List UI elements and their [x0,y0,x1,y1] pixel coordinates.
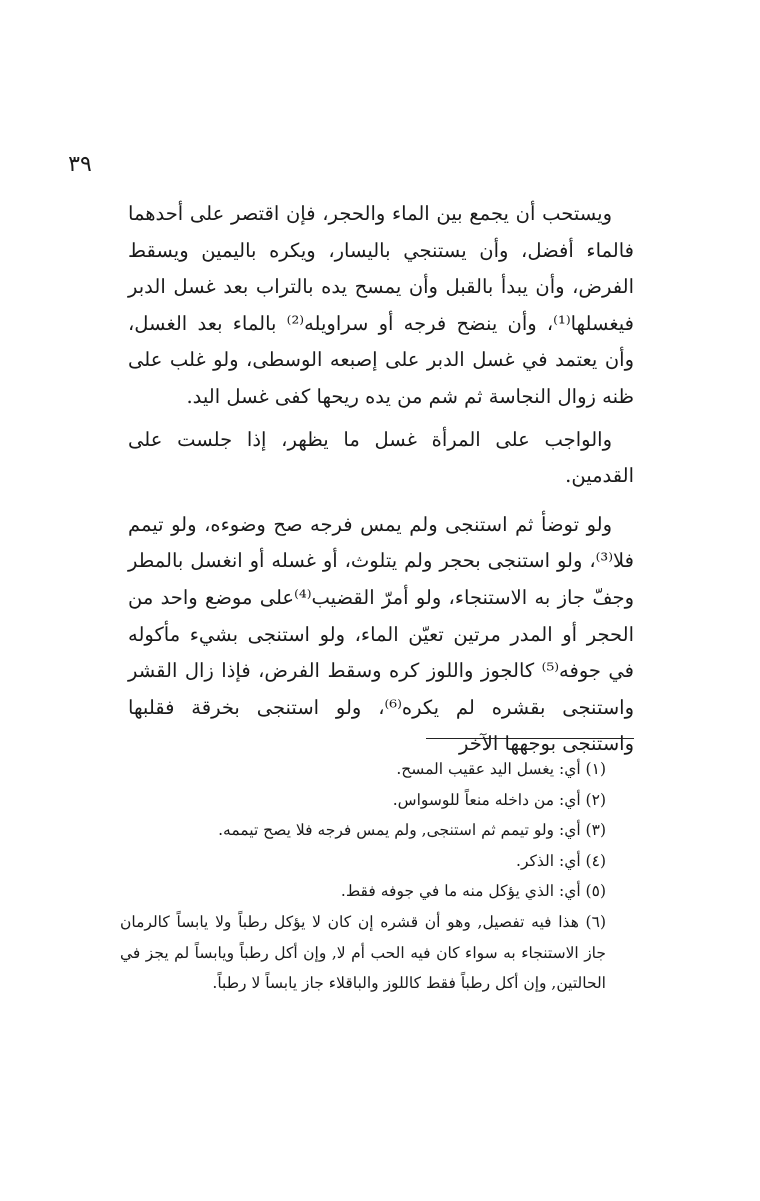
paragraph: ويستحب أن يجمع بين الماء والحجر، فإن اقتصر على أحدهما فالماء أفضل، وأن يستنجي باليسار، ويكره باليمين ويسقط الفرض، وأن يبدأ بالقبل وأن يمسح يده بالتراب بعد غسل الدبر فيغسلها⁽¹⁾، وأن ينضح فرجه أو سراويله⁽²⁾ بالماء بعد الغسل، وأن يعتمد في غسل الدبر على إصبعه الوسطى، ولو غلب على ظنه زوال النجاسة ثم شم من يده ريحها كفى غسل اليد. [128,202,634,408]
footnote: (٥) أي: الذي يؤكل منه ما في جوفه فقط. [340,882,606,901]
main-text [128,196,634,763]
footnote: (٣) أي: ولو تيمم ثم استنجى, ولم يمس فرجه فلا يصح تيممه. [218,821,606,840]
page-number: ٣٩ [68,152,92,177]
paragraph: ولو توضأ ثم استنجى ولم يمس فرجه صح وضوءه، ولو تيمم فلا⁽³⁾، ولو استنجى بحجر ولم يتلوث، أو غسله أو انغسل بالمطر وجفّ جاز به الاستنجاء، ولو أمرّ القضيب⁽⁴⁾على موضع واحد من الحجر أو المدر مرتين تعيّن الماء، ولو استنجى بشيء مأكوله في جوفه⁽⁵⁾ كالجوز واللوز كره وسقط الفرض، فإذا زال القشر واستنجى بقشره لم يكره⁽⁶⁾، ولو استنجى بخرقة فقلبها واستنجى بوجهها الآخر [128,512,635,756]
footnote-separator [426,738,634,739]
footnote: (٤) أي: الذكر. [516,851,606,870]
footnote: (١) أي: يغسل اليد عقيب المسح. [396,760,606,778]
footnote: (٢) أي: من داخله منعاً للوسواس. [392,790,606,809]
footnote: (٦) هذا فيه تفصيل, وهو أن قشره إن كان لا يؤكل رطباً ولا يابساً كالرمان جاز الاستنجاء به سواء كان فيه الحب أم لا, وإن أكل رطباً ويابساً لم يجز في الحالتين, وإن أكل رطباً فقط كاللوز والباقلاء جاز يابساً لا رطباً. [120,912,606,993]
paragraph: والواجب على المرأة غسل ما يظهر، إذا جلست على القدمين. [128,427,634,488]
footnotes [120,754,636,999]
